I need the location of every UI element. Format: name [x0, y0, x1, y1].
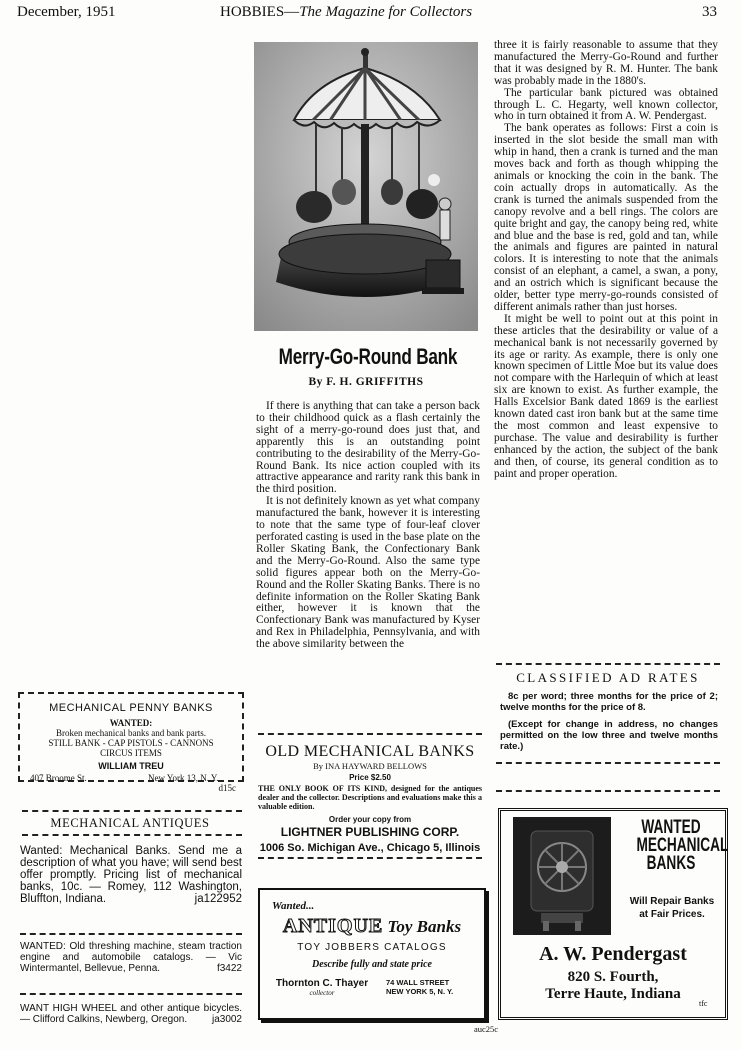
ad-antiques-title: MECHANICAL ANTIQUES [50, 816, 210, 830]
divider [22, 834, 242, 836]
ad-wanted: WANTED: [109, 718, 153, 728]
divider [20, 993, 242, 995]
ad-threshing [20, 941, 242, 974]
article-paragraph: It is not definitely known as yet what company manufactured the bank, however it is interesting to note that the same type of four-leaf clover perforated casting is used in the base plate on the Roller Skating Bank, the Confectionary Bank and the Merry-Go-Round. Also the same type solid figures appear both on the Merry-Go-Round and the Roller Skating Banks. There is no definite information on the Roller Skating Bank either, however it is known that the Confectionary Bank was manufactured by Kyser and Rex in Philadelphia, Pennsylvania, and with the above similarity between the [256, 495, 480, 651]
divider [496, 762, 720, 764]
ad-book [258, 743, 482, 854]
article-body-right [494, 40, 718, 481]
ad-line: Broken mechanical banks and bank parts. [56, 728, 206, 738]
ad-text: Wanted: Mechanical Banks. Send me a description of what you have; will send best offer promptly. Pricing list of mechanical banks, 10c. — Romey, 112 Washington, Bluffton, Indiana. [20, 845, 242, 905]
ad-name: Thornton C. Thayer [275, 978, 369, 989]
ad-penny-banks [18, 692, 244, 793]
article-title-block [254, 344, 478, 388]
divider [496, 790, 720, 792]
ad-line: STILL BANK - CAP PISTOLS - CANNONS [48, 738, 214, 748]
ad-classified-title: CLASSIFIED AD RATES [516, 670, 700, 685]
merry-go-round-bank-photo [254, 42, 478, 331]
ad-pendergast [498, 808, 728, 1020]
divider [20, 933, 242, 935]
ad-classified-rate: 8c per word; three months for the price of 2; twelve months for the price of 8. [500, 691, 718, 713]
ad-line: TOY JOBBERS CATALOGS [297, 942, 447, 953]
ad-book-address: 1006 So. Michigan Ave., Chicago 5, Illinois [259, 842, 481, 854]
ad-role: collector [309, 989, 335, 997]
ad-text: WANTED: Old threshing machine, steam traction engine and automobile catalogs. — Vic Wintermantel, Bellevue, Penna. [20, 941, 242, 974]
article-paragraph: If there is anything that can take a person back to their childhood quick as a flash certainly the sight of a merry-go-round does just that, and apparently this is an outstanding point contributing to the desirability of the Merry-Go-Round Bank. Its nice action coupled with its attractive appearance and rarity rank this bank in the third position. [256, 400, 480, 496]
ad-book-title: OLD MECHANICAL BANKS [265, 743, 475, 760]
ad-city: New York 13, N. Y. [148, 773, 219, 783]
ad-antiques [20, 845, 242, 905]
ad-pendergast-sub: Will Repair Banks at Fair Prices. [629, 896, 715, 920]
ad-code: d15c [218, 783, 236, 793]
ad-address: 407 Broome St. [30, 773, 87, 783]
divider [496, 663, 720, 665]
ad-describe: Describe fully and state price [312, 959, 432, 970]
ad-title-italic: Toy Banks [383, 917, 462, 936]
ad-name: WILLIAM TREU [98, 761, 164, 771]
article-paragraph: The bank operates as follows: First a coin is inserted in the slot beside the small man with whip in hand, then a crank is turned and the man moves back and forth as though whipping the animals or knocking the coin in the bank. The coin actually drops in automatically. As the crank is turned the animals suspended from the canopy revolve and a bell rings. The colors are quite bright and gay, the canopy being red, white and blue and the base is red, gold and tan, while the animals and figures are painted in natural colors. It is interesting to note that the animals consist of an elephant, a camel, a swan, a pony, and an ostrich which is significant because the older, better type merry-go-rounds consisted of different animals rather than just horses. [494, 122, 718, 313]
ad-book-order: Order your copy from [328, 815, 412, 824]
ad-wanted: Wanted... [272, 900, 315, 912]
ad-book-price: Price $2.50 [349, 773, 391, 782]
ad-toy-banks-title [260, 915, 484, 938]
article-title: Merry-Go-Round Bank [278, 344, 458, 369]
ad-code: ja122952 [194, 893, 242, 905]
ad-pendergast-street: 820 S. Fourth, [567, 969, 659, 985]
ad-street: 74 WALL STREET [386, 978, 450, 987]
ad-pendergast-headline: WANTED MECHANICAL BANKS [636, 817, 729, 874]
ad-code: tfc [699, 999, 708, 1008]
ad-code: f3422 [216, 963, 242, 974]
header-magazine-subtitle: The Magazine for Collectors [299, 4, 473, 20]
ad-book-desc: THE ONLY BOOK OF ITS KIND, designed for the antiques dealer and the collector. Descriptions and evaluations make this a valuable edition. [258, 784, 482, 811]
article-paragraph: The particular bank pictured was obtained through L. C. Hegarty, well known collector, who in turn obtained it from A. W. Pendergast. [494, 86, 718, 123]
ad-title-outline: ANTIQUE [282, 915, 384, 937]
ad-classified-note: (Except for change in address, no changes permitted on the low three and twelve months rate.) [500, 719, 718, 752]
ad-code: ja3002 [211, 1014, 242, 1025]
divider [258, 857, 482, 859]
header-date: December, 1951 [17, 4, 116, 20]
ad-city: NEW YORK 5, N. Y. [386, 987, 454, 996]
ad-pendergast-city: Terre Haute, Indiana [545, 986, 681, 1002]
ad-title: MECHANICAL PENNY BANKS [49, 702, 213, 714]
ad-toy-banks [258, 888, 486, 1020]
ad-book-author: By INA HAYWARD BELLOWS [313, 761, 427, 771]
ad-high-wheel [20, 1003, 242, 1025]
divider [22, 810, 242, 812]
article-body-middle [256, 401, 480, 651]
article-paragraph: It might be well to point out at this point in these articles that the desirability or value of a mechanical bank is not necessarily governed by its age or rarity. As example, there is only one known specimen of Little Moe but its value does not compare with the Harlequin of which at least six are known to exist. As further example, the Halls Excelsior Bank dated 1869 is the earliest known dated cast iron bank but at the same time the most common and least expensive to purchase. The value and desirability is further enhanced by the action, the subject of the bank and then, of course, its general condition as to paint and proper operation. [494, 312, 718, 480]
header-magazine-name: HOBBIES— [220, 4, 300, 20]
ad-code: auc25c [474, 1024, 499, 1034]
header-page-number: 33 [702, 4, 717, 20]
ad-text: WANT HIGH WHEEL and other antique bicycles. — Clifford Calkins, Newberg, Oregon. [20, 1003, 242, 1025]
article-photo [254, 42, 478, 331]
ad-line: CIRCUS ITEMS [100, 748, 162, 758]
divider [258, 733, 482, 735]
ad-book-publisher: LIGHTNER PUBLISHING CORP. [280, 825, 460, 839]
ad-pendergast-name: A. W. Pendergast [539, 943, 687, 965]
article-byline: By F. H. GRIFFITHS [308, 376, 424, 388]
mechanical-bank-icon [513, 817, 611, 935]
header-magazine [220, 4, 472, 21]
article-paragraph: three it is fairly reasonable to assume that they manufactured the Merry-Go-Round and further that it was designed by R. M. Hunter. The bank was probably made in the 1880's. [494, 39, 718, 87]
